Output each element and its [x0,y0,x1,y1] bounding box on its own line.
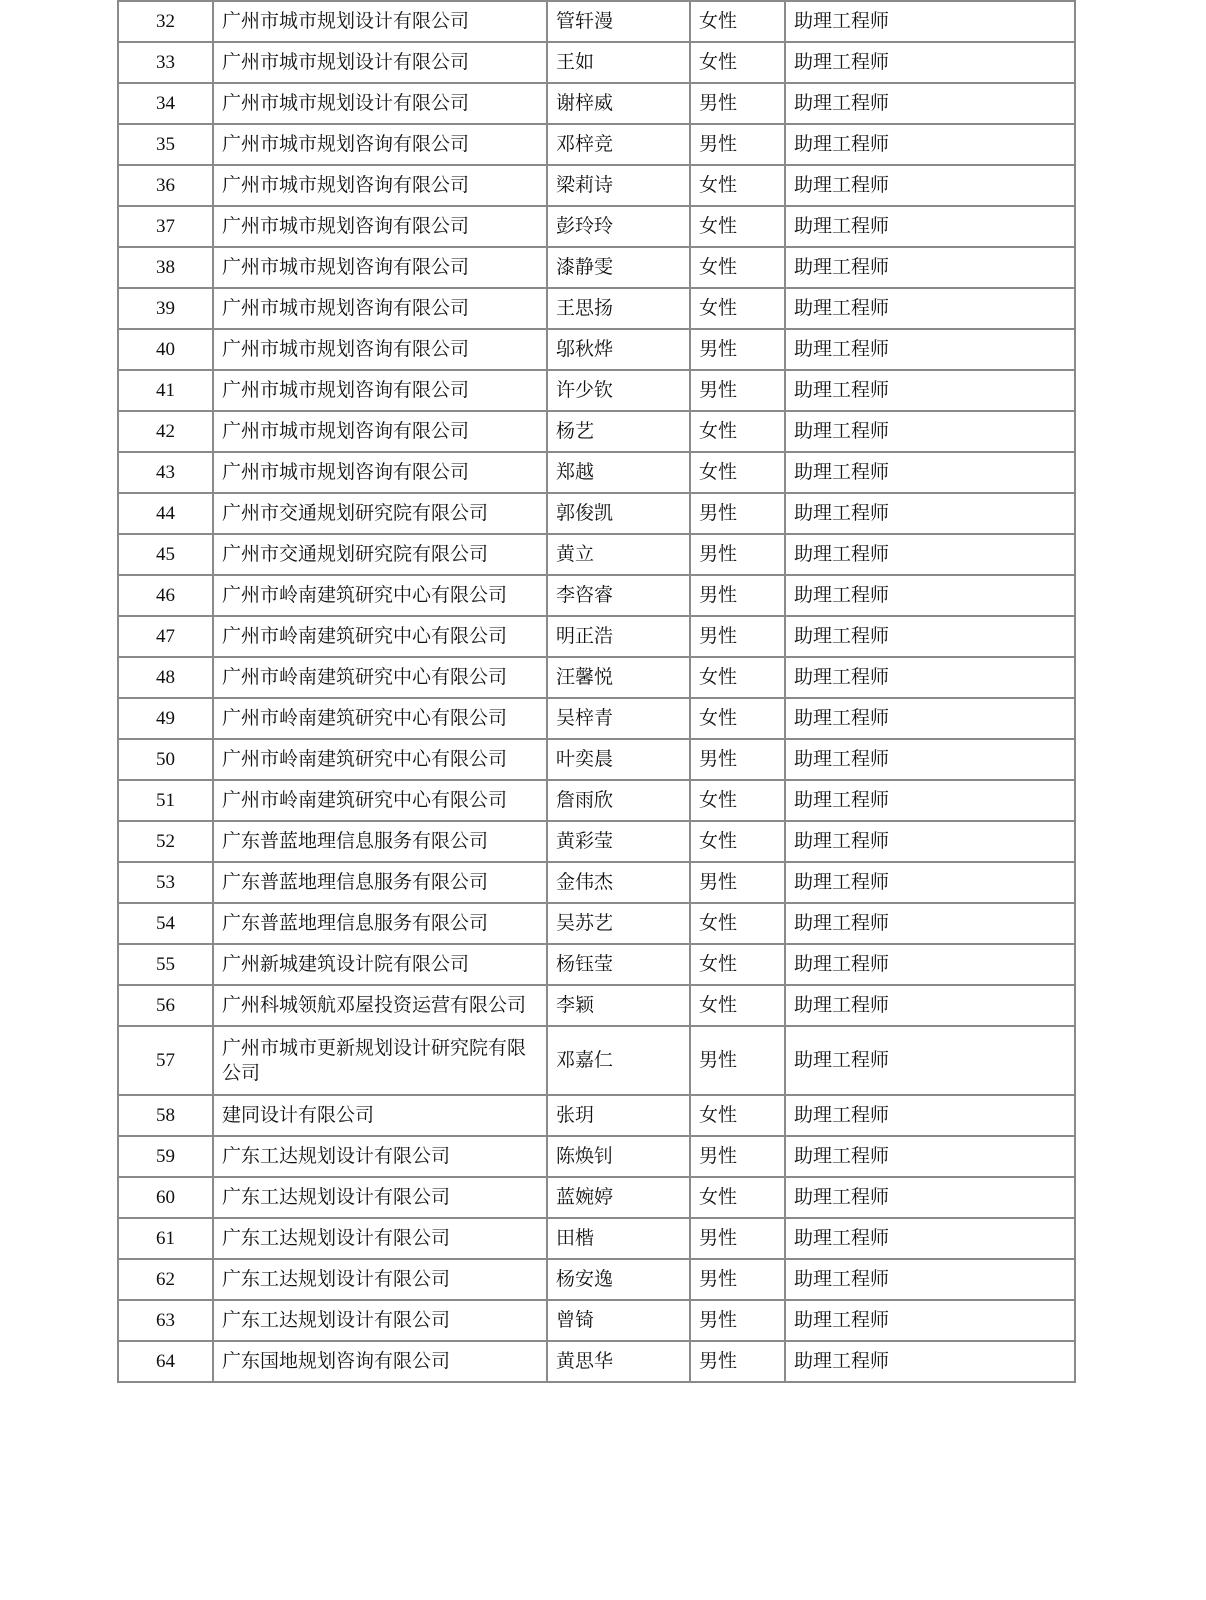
company-cell: 广州市交通规划研究院有限公司 [213,493,547,534]
row-number: 40 [118,329,213,370]
table-row [118,903,1075,944]
company-cell: 广州科城领航邓屋投资运营有限公司 [213,985,547,1026]
row-number: 34 [118,83,213,124]
title-cell: 助理工程师 [785,124,1075,165]
name-cell: 杨艺 [547,411,690,452]
company-cell: 广东工达规划设计有限公司 [213,1300,547,1341]
row-number: 56 [118,985,213,1026]
company-cell: 广州市岭南建筑研究中心有限公司 [213,698,547,739]
row-number: 64 [118,1341,213,1382]
name-cell: 张玥 [547,1095,690,1136]
name-cell: 谢梓威 [547,83,690,124]
company-cell: 广州市城市规划咨询有限公司 [213,411,547,452]
row-number: 47 [118,616,213,657]
company-cell: 广东国地规划咨询有限公司 [213,1341,547,1382]
table-row [118,1259,1075,1300]
company-cell: 广州市岭南建筑研究中心有限公司 [213,616,547,657]
row-number: 55 [118,944,213,985]
table-row [118,206,1075,247]
table-row [118,575,1075,616]
name-cell: 叶奕晨 [547,739,690,780]
table-row [118,1177,1075,1218]
company-cell: 广州市城市规划咨询有限公司 [213,247,547,288]
company-cell: 广东工达规划设计有限公司 [213,1136,547,1177]
row-number: 35 [118,124,213,165]
table-row [118,1,1075,42]
row-number: 32 [118,1,213,42]
title-cell: 助理工程师 [785,83,1075,124]
company-cell: 广东普蓝地理信息服务有限公司 [213,862,547,903]
gender-cell: 女性 [690,698,785,739]
title-cell: 助理工程师 [785,452,1075,493]
row-number: 52 [118,821,213,862]
gender-cell: 女性 [690,821,785,862]
gender-cell: 女性 [690,903,785,944]
row-number: 48 [118,657,213,698]
gender-cell: 男性 [690,862,785,903]
title-cell: 助理工程师 [785,370,1075,411]
title-cell: 助理工程师 [785,1,1075,42]
table-row [118,370,1075,411]
company-cell: 广州市岭南建筑研究中心有限公司 [213,575,547,616]
company-cell: 广东普蓝地理信息服务有限公司 [213,821,547,862]
company-cell: 广州市城市规划设计有限公司 [213,42,547,83]
row-number: 50 [118,739,213,780]
company-cell: 广州市城市规划咨询有限公司 [213,165,547,206]
name-cell: 郭俊凯 [547,493,690,534]
title-cell: 助理工程师 [785,247,1075,288]
company-cell: 广东普蓝地理信息服务有限公司 [213,903,547,944]
name-cell: 许少钦 [547,370,690,411]
gender-cell: 女性 [690,288,785,329]
title-cell: 助理工程师 [785,534,1075,575]
gender-cell: 男性 [690,1341,785,1382]
title-cell: 助理工程师 [785,985,1075,1026]
row-number: 36 [118,165,213,206]
title-cell: 助理工程师 [785,657,1075,698]
gender-cell: 女性 [690,1177,785,1218]
name-cell: 邬秋烨 [547,329,690,370]
name-cell: 彭玲玲 [547,206,690,247]
name-cell: 曾锜 [547,1300,690,1341]
title-cell: 助理工程师 [785,1218,1075,1259]
title-cell: 助理工程师 [785,616,1075,657]
gender-cell: 男性 [690,1300,785,1341]
name-cell: 邓梓竞 [547,124,690,165]
table-row [118,247,1075,288]
table-row [118,411,1075,452]
gender-cell: 女性 [690,657,785,698]
gender-cell: 女性 [690,780,785,821]
company-cell: 广州市城市规划设计有限公司 [213,1,547,42]
gender-cell: 女性 [690,944,785,985]
title-cell: 助理工程师 [785,1136,1075,1177]
row-number: 49 [118,698,213,739]
name-cell: 陈焕钊 [547,1136,690,1177]
title-cell: 助理工程师 [785,821,1075,862]
row-number: 60 [118,1177,213,1218]
gender-cell: 男性 [690,493,785,534]
title-cell: 助理工程师 [785,575,1075,616]
name-cell: 黄思华 [547,1341,690,1382]
row-number: 42 [118,411,213,452]
table-row [118,657,1075,698]
table-row [118,985,1075,1026]
table-row [118,862,1075,903]
company-cell: 广州市城市规划咨询有限公司 [213,206,547,247]
gender-cell: 男性 [690,616,785,657]
company-cell: 广州市城市规划咨询有限公司 [213,370,547,411]
table-row [118,1136,1075,1177]
gender-cell: 女性 [690,42,785,83]
table-row [118,698,1075,739]
title-cell: 助理工程师 [785,42,1075,83]
title-cell: 助理工程师 [785,903,1075,944]
name-cell: 明正浩 [547,616,690,657]
gender-cell: 男性 [690,370,785,411]
name-cell: 杨安逸 [547,1259,690,1300]
title-cell: 助理工程师 [785,780,1075,821]
name-cell: 郑越 [547,452,690,493]
title-cell: 助理工程师 [785,862,1075,903]
name-cell: 蓝婉婷 [547,1177,690,1218]
gender-cell: 男性 [690,1259,785,1300]
table-row [118,534,1075,575]
gender-cell: 女性 [690,206,785,247]
row-number: 61 [118,1218,213,1259]
company-cell: 广州市岭南建筑研究中心有限公司 [213,657,547,698]
title-cell: 助理工程师 [785,1026,1075,1095]
row-number: 41 [118,370,213,411]
row-number: 58 [118,1095,213,1136]
row-number: 54 [118,903,213,944]
title-cell: 助理工程师 [785,1300,1075,1341]
title-cell: 助理工程师 [785,739,1075,780]
company-cell: 广州市城市规划咨询有限公司 [213,329,547,370]
name-cell: 吴梓青 [547,698,690,739]
row-number: 62 [118,1259,213,1300]
table-row [118,83,1075,124]
name-cell: 梁莉诗 [547,165,690,206]
gender-cell: 男性 [690,534,785,575]
table-row [118,329,1075,370]
table-row [118,42,1075,83]
title-cell: 助理工程师 [785,1095,1075,1136]
company-cell: 广州市岭南建筑研究中心有限公司 [213,780,547,821]
company-cell: 广州市城市规划咨询有限公司 [213,452,547,493]
table-row [118,124,1075,165]
row-number: 51 [118,780,213,821]
gender-cell: 女性 [690,411,785,452]
name-cell: 吴苏艺 [547,903,690,944]
table-row [118,944,1075,985]
name-cell: 汪馨悦 [547,657,690,698]
company-cell: 广东工达规划设计有限公司 [213,1259,547,1300]
table-row [118,1026,1075,1095]
title-cell: 助理工程师 [785,329,1075,370]
name-cell: 黄立 [547,534,690,575]
name-cell: 漆静雯 [547,247,690,288]
gender-cell: 女性 [690,985,785,1026]
name-cell: 王如 [547,42,690,83]
company-cell: 广州市城市规划咨询有限公司 [213,124,547,165]
row-number: 46 [118,575,213,616]
name-cell: 王思扬 [547,288,690,329]
title-cell: 助理工程师 [785,165,1075,206]
gender-cell: 男性 [690,1026,785,1095]
gender-cell: 男性 [690,83,785,124]
company-cell: 广州市城市规划咨询有限公司 [213,288,547,329]
row-number: 53 [118,862,213,903]
row-number: 39 [118,288,213,329]
name-cell: 邓嘉仁 [547,1026,690,1095]
company-cell: 广州新城建筑设计院有限公司 [213,944,547,985]
name-cell: 杨钰莹 [547,944,690,985]
gender-cell: 女性 [690,1095,785,1136]
company-cell: 广州市城市规划设计有限公司 [213,83,547,124]
company-cell: 广东工达规划设计有限公司 [213,1177,547,1218]
gender-cell: 女性 [690,1,785,42]
gender-cell: 女性 [690,452,785,493]
title-cell: 助理工程师 [785,493,1075,534]
name-cell: 金伟杰 [547,862,690,903]
company-cell: 广东工达规划设计有限公司 [213,1218,547,1259]
table-row [118,493,1075,534]
table-row [118,821,1075,862]
table-row [118,452,1075,493]
gender-cell: 女性 [690,165,785,206]
title-cell: 助理工程师 [785,411,1075,452]
name-cell: 李颖 [547,985,690,1026]
title-cell: 助理工程师 [785,1341,1075,1382]
row-number: 59 [118,1136,213,1177]
row-number: 57 [118,1026,213,1095]
table-row [118,1095,1075,1136]
row-number: 33 [118,42,213,83]
title-cell: 助理工程师 [785,206,1075,247]
gender-cell: 男性 [690,1218,785,1259]
row-number: 45 [118,534,213,575]
table-row [118,780,1075,821]
row-number: 63 [118,1300,213,1341]
company-cell: 广州市城市更新规划设计研究院有限公司 [213,1026,547,1095]
table-row [118,288,1075,329]
table-row [118,1300,1075,1341]
row-number: 37 [118,206,213,247]
row-number: 38 [118,247,213,288]
name-cell: 李咨睿 [547,575,690,616]
title-cell: 助理工程师 [785,1259,1075,1300]
table-row [118,616,1075,657]
company-cell: 广州市岭南建筑研究中心有限公司 [213,739,547,780]
gender-cell: 男性 [690,575,785,616]
company-cell: 建同设计有限公司 [213,1095,547,1136]
company-cell: 广州市交通规划研究院有限公司 [213,534,547,575]
name-cell: 黄彩莹 [547,821,690,862]
title-cell: 助理工程师 [785,288,1075,329]
gender-cell: 男性 [690,1136,785,1177]
name-cell: 詹雨欣 [547,780,690,821]
table-row [118,1341,1075,1382]
table-row [118,739,1075,780]
row-number: 44 [118,493,213,534]
title-cell: 助理工程师 [785,1177,1075,1218]
table-body [118,1,1075,1382]
name-cell: 田楷 [547,1218,690,1259]
title-cell: 助理工程师 [785,944,1075,985]
row-number: 43 [118,452,213,493]
gender-cell: 男性 [690,329,785,370]
personnel-table [117,0,1076,1383]
title-cell: 助理工程师 [785,698,1075,739]
gender-cell: 男性 [690,124,785,165]
gender-cell: 男性 [690,739,785,780]
name-cell: 管轩漫 [547,1,690,42]
gender-cell: 女性 [690,247,785,288]
table-row [118,165,1075,206]
table-row [118,1218,1075,1259]
